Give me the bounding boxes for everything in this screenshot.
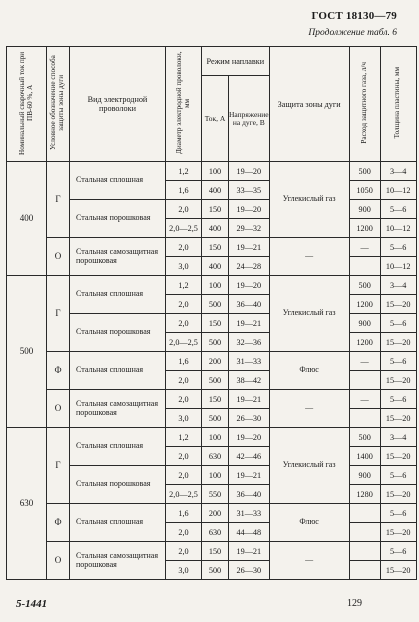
volts-cell: 19—20 [229, 276, 270, 295]
gas-flow-cell [349, 504, 380, 523]
diameter-cell: 1,2 [166, 428, 202, 447]
thickness-cell: 5—6 [380, 504, 416, 523]
volts-cell: 19—21 [229, 314, 270, 333]
wire-type-cell: Стальная порошковая [70, 314, 166, 352]
col-header-mode: Режим наплавки [202, 47, 270, 76]
group-cell: О [47, 390, 70, 428]
current-cell: 400 [7, 162, 47, 276]
amps-cell: 550 [202, 485, 229, 504]
col-header-shield: Защита зоны дуги [269, 47, 349, 162]
amps-cell: 150 [202, 390, 229, 409]
thickness-cell: 15—20 [380, 333, 416, 352]
shield-cell: Флюс [269, 352, 349, 390]
gas-flow-cell: 1200 [349, 295, 380, 314]
thickness-cell: 15—20 [380, 485, 416, 504]
gas-flow-cell: 500 [349, 428, 380, 447]
diameter-cell: 1,2 [166, 276, 202, 295]
col-header-volts: Напряжение на дуге, В [229, 76, 270, 162]
col-header-thickness: Толщина пластины, мм [380, 47, 416, 162]
shield-cell: Углекислый газ [269, 162, 349, 238]
gas-flow-cell: 1280 [349, 485, 380, 504]
shield-cell: — [269, 390, 349, 428]
amps-cell: 500 [202, 409, 229, 428]
gas-flow-cell: — [349, 238, 380, 257]
table-row [7, 276, 417, 295]
table-row [7, 238, 417, 257]
diameter-cell: 3,0 [166, 561, 202, 580]
amps-cell: 150 [202, 314, 229, 333]
group-cell: Г [47, 428, 70, 504]
current-cell: 500 [7, 276, 47, 428]
volts-cell: 19—21 [229, 542, 270, 561]
diameter-cell: 3,0 [166, 257, 202, 276]
volts-cell: 19—21 [229, 390, 270, 409]
diameter-cell: 2,0 [166, 295, 202, 314]
amps-cell: 500 [202, 333, 229, 352]
volts-cell: 26—30 [229, 561, 270, 580]
col-header-group: Условное обозначение способа защиты зоны дуги [47, 47, 70, 162]
thickness-cell: 5—6 [380, 466, 416, 485]
amps-cell: 200 [202, 352, 229, 371]
thickness-cell: 5—6 [380, 390, 416, 409]
col-header-gas: Расход защитного газа, л/ч [349, 47, 380, 162]
amps-cell: 630 [202, 447, 229, 466]
thickness-cell: 15—20 [380, 371, 416, 390]
shield-cell: — [269, 542, 349, 580]
page-number: 129 [347, 598, 362, 609]
diameter-cell: 1,6 [166, 352, 202, 371]
gas-flow-cell [349, 561, 380, 580]
gas-flow-cell [349, 409, 380, 428]
thickness-cell: 5—6 [380, 314, 416, 333]
thickness-cell: 15—20 [380, 447, 416, 466]
wire-type-cell: Стальная сплошная [70, 276, 166, 314]
diameter-cell: 2,0 [166, 314, 202, 333]
diameter-cell: 2,0—2,5 [166, 333, 202, 352]
volts-cell: 19—21 [229, 238, 270, 257]
table-row [7, 352, 417, 371]
diameter-cell: 1,6 [166, 181, 202, 200]
diameter-cell: 2,0—2,5 [166, 485, 202, 504]
thickness-cell: 5—6 [380, 352, 416, 371]
diameter-cell: 2,0 [166, 238, 202, 257]
volts-cell: 36—40 [229, 485, 270, 504]
diameter-cell: 1,2 [166, 162, 202, 181]
wire-type-cell: Стальная сплошная [70, 504, 166, 542]
table-row [7, 542, 417, 561]
amps-cell: 150 [202, 542, 229, 561]
wire-type-cell: Стальная порошковая [70, 200, 166, 238]
diameter-cell: 2,0 [166, 371, 202, 390]
diameter-cell: 2,0 [166, 466, 202, 485]
thickness-cell: 3—4 [380, 162, 416, 181]
thickness-cell: 10—12 [380, 181, 416, 200]
thickness-cell: 10—12 [380, 257, 416, 276]
thickness-cell: 5—6 [380, 542, 416, 561]
gas-flow-cell: — [349, 390, 380, 409]
diameter-cell: 2,0—2,5 [166, 219, 202, 238]
volts-cell: 32—36 [229, 333, 270, 352]
col-header-current: Номинальный сварочный ток при ПВ-60 %, А [7, 47, 47, 162]
group-cell: Ф [47, 504, 70, 542]
amps-cell: 200 [202, 504, 229, 523]
table-row [7, 390, 417, 409]
gas-flow-cell: 500 [349, 276, 380, 295]
thickness-cell: 10—12 [380, 219, 416, 238]
diameter-cell: 2,0 [166, 390, 202, 409]
amps-cell: 100 [202, 466, 229, 485]
gas-flow-cell: 1200 [349, 219, 380, 238]
volts-cell: 42—46 [229, 447, 270, 466]
group-cell: О [47, 542, 70, 580]
shield-cell: — [269, 238, 349, 276]
gas-flow-cell [349, 257, 380, 276]
gas-flow-cell: 900 [349, 314, 380, 333]
shield-cell: Флюс [269, 504, 349, 542]
gas-flow-cell: — [349, 352, 380, 371]
wire-type-cell: Стальная самозащитная порошковая [70, 390, 166, 428]
group-cell: О [47, 238, 70, 276]
gas-flow-cell: 900 [349, 466, 380, 485]
diameter-cell: 2,0 [166, 523, 202, 542]
amps-cell: 150 [202, 238, 229, 257]
table-row [7, 428, 417, 447]
thickness-cell: 3—4 [380, 276, 416, 295]
volts-cell: 31—33 [229, 352, 270, 371]
wire-type-cell: Стальная самозащитная порошковая [70, 542, 166, 580]
amps-cell: 400 [202, 181, 229, 200]
wire-type-cell: Стальная самозащитная порошковая [70, 238, 166, 276]
amps-cell: 100 [202, 162, 229, 181]
volts-cell: 24—28 [229, 257, 270, 276]
thickness-cell: 15—20 [380, 409, 416, 428]
thickness-cell: 15—20 [380, 561, 416, 580]
amps-cell: 100 [202, 428, 229, 447]
volts-cell: 31—33 [229, 504, 270, 523]
standard-number: ГОСТ 18130—79 [311, 10, 397, 22]
amps-cell: 150 [202, 200, 229, 219]
volts-cell: 36—40 [229, 295, 270, 314]
diameter-cell: 3,0 [166, 409, 202, 428]
amps-cell: 100 [202, 276, 229, 295]
col-header-amps: Ток, А [202, 76, 229, 162]
diameter-cell: 1,6 [166, 504, 202, 523]
gas-flow-cell: 1400 [349, 447, 380, 466]
amps-cell: 500 [202, 561, 229, 580]
gas-flow-cell [349, 371, 380, 390]
gas-flow-cell [349, 523, 380, 542]
volts-cell: 26—30 [229, 409, 270, 428]
group-cell: Ф [47, 352, 70, 390]
volts-cell: 19—20 [229, 200, 270, 219]
table-header [7, 47, 417, 162]
group-cell: Г [47, 162, 70, 238]
shield-cell: Углекислый газ [269, 428, 349, 504]
volts-cell: 19—20 [229, 162, 270, 181]
group-cell: Г [47, 276, 70, 352]
welding-modes-table [6, 46, 417, 580]
gas-flow-cell: 900 [349, 200, 380, 219]
amps-cell: 400 [202, 219, 229, 238]
diameter-cell: 2,0 [166, 200, 202, 219]
volts-cell: 19—21 [229, 466, 270, 485]
col-header-diameter: Диаметр электродной проволоки, мм [166, 47, 202, 162]
current-cell: 630 [7, 428, 47, 580]
amps-cell: 630 [202, 523, 229, 542]
amps-cell: 500 [202, 295, 229, 314]
table-body [7, 162, 417, 580]
thickness-cell: 15—20 [380, 295, 416, 314]
gas-flow-cell: 1050 [349, 181, 380, 200]
gas-flow-cell: 1200 [349, 333, 380, 352]
diameter-cell: 2,0 [166, 542, 202, 561]
amps-cell: 500 [202, 371, 229, 390]
volts-cell: 29—32 [229, 219, 270, 238]
shield-cell: Углекислый газ [269, 276, 349, 352]
wire-type-cell: Стальная сплошная [70, 162, 166, 200]
volts-cell: 33—35 [229, 181, 270, 200]
volts-cell: 44—48 [229, 523, 270, 542]
table-continuation-caption: Продолжение табл. 6 [308, 28, 397, 38]
gas-flow-cell [349, 542, 380, 561]
table-row [7, 162, 417, 181]
volts-cell: 19—20 [229, 428, 270, 447]
amps-cell: 400 [202, 257, 229, 276]
thickness-cell: 5—6 [380, 200, 416, 219]
thickness-cell: 5—6 [380, 238, 416, 257]
volts-cell: 38—42 [229, 371, 270, 390]
wire-type-cell: Стальная сплошная [70, 428, 166, 466]
wire-type-cell: Стальная сплошная [70, 352, 166, 390]
thickness-cell: 3—4 [380, 428, 416, 447]
col-header-wire: Вид электродной проволоки [70, 47, 166, 162]
table-row [7, 504, 417, 523]
gas-flow-cell: 500 [349, 162, 380, 181]
print-code: 5-1441 [16, 598, 48, 610]
diameter-cell: 2,0 [166, 447, 202, 466]
wire-type-cell: Стальная порошковая [70, 466, 166, 504]
thickness-cell: 15—20 [380, 523, 416, 542]
